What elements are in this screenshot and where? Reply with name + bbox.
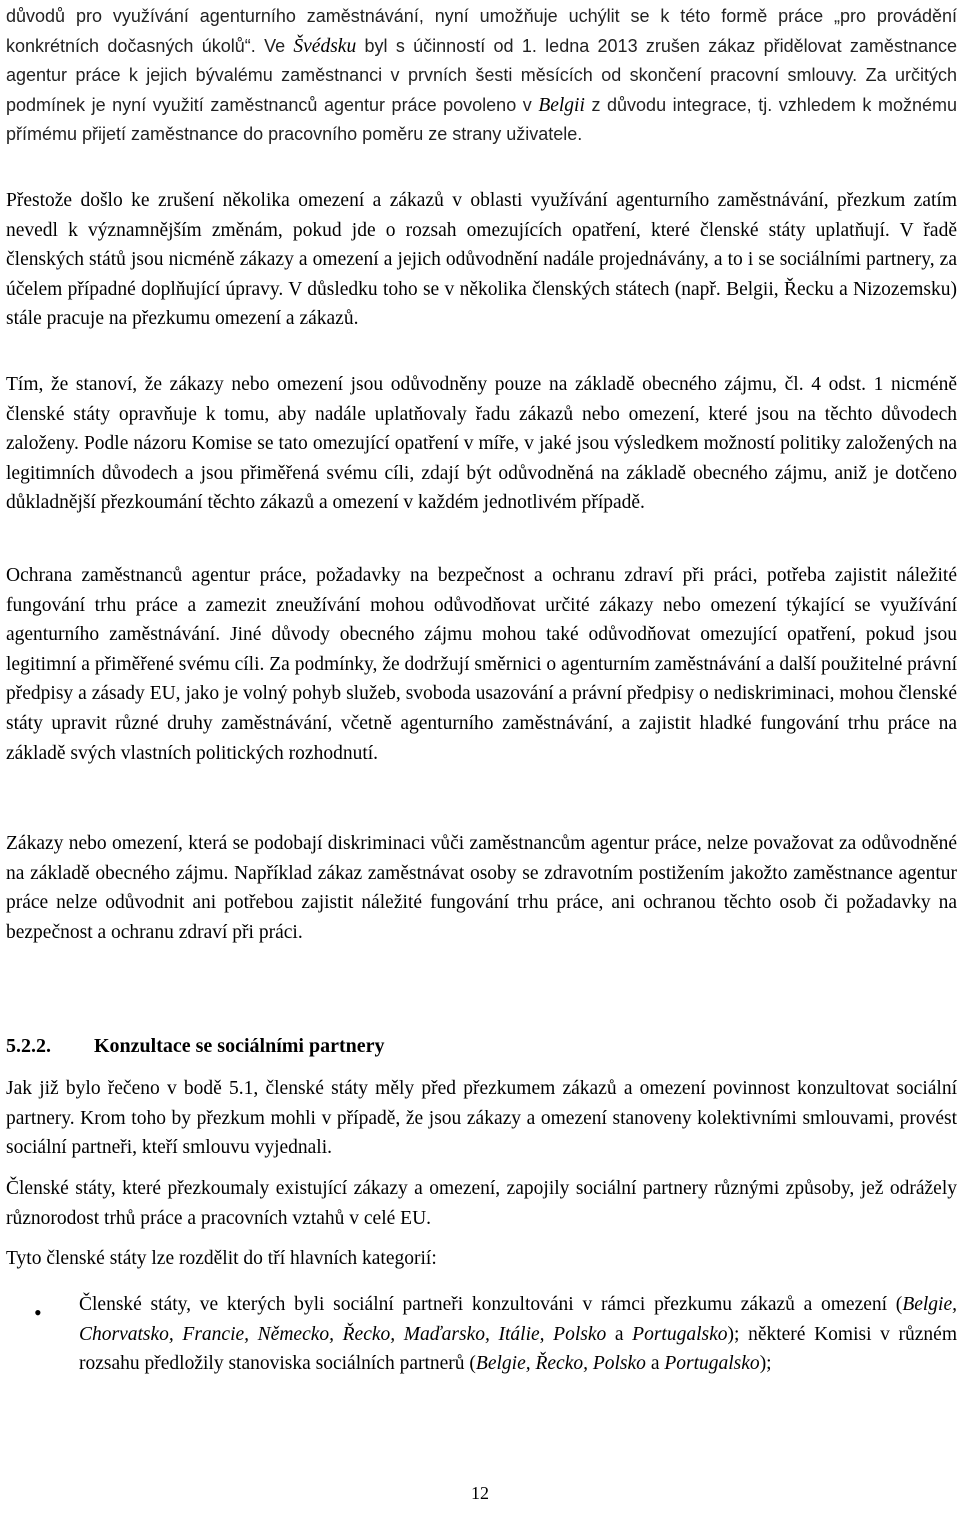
page-number: 12 bbox=[471, 1483, 489, 1503]
bullet-text-b: a bbox=[606, 1323, 633, 1345]
paragraph-4: Ochrana zaměstnanců agentur práce, požadavky na bezpečnost a ochranu zdraví při práci, potřeba zajistit náležité fungování trhu práce a zamezit zneužívání mohou odůvodňovat určité zákazy nebo omezení týkající se využívání agenturního zaměstnávání. Jiné důvody obecného zájmu mohou také odůvodňovat omezující opatření, pokud jsou legitimní a přiměřené svému cíli. Za podmínky, že dodržují směrnici o agenturním zaměstnávání a další použitelné právní předpisy a zásady EU, jako je volný pohyb služeb, svoboda usazování a právní předpisy o nediskriminaci, mohou členské státy upravit různé druhy zaměstnávání, včetně agenturního zaměstnávání, a zajistit hladké fungování trhu práce na základě svých vlastních politických rozhodnutí. bbox=[6, 565, 957, 764]
paragraph-6: Jak již bylo řečeno v bodě 5.1, členské státy měly před přezkumem zákazů a omezení povinnost konzultovat sociální partnery. Krom toho by přezkum mohli v případě, že jsou zákazy a omezení stanoveny kolektivními smlouvami, provést sociální partneři, kteří smlouvu vyjednali. bbox=[6, 1078, 957, 1159]
bullet-country-list-2: Belgie, Řecko, Polsko bbox=[475, 1353, 646, 1375]
bullet-item bbox=[79, 1290, 957, 1379]
paragraph-8: Tyto členské státy lze rozdělit do tří hlavních kategorií: bbox=[6, 1248, 437, 1269]
paragraph-1-text-a: důvodů pro využívání agenturního zaměstnávání, nyní umožňuje uchýlit se k této formě práce „pro provádění konkrétních dočasných úkolů“. Ve bbox=[6, 6, 957, 56]
paragraph-1-text-c: z důvodu integrace, tj. vzhledem k možnému přímému přijetí zaměstnance do pracovního poměru ze strany uživatele. bbox=[6, 94, 957, 145]
bullet-text-c: ); některé Komisi v různém rozsahu předložily stanoviska sociálních partnerů ( bbox=[79, 1323, 958, 1375]
paragraph-7: Členské státy, které přezkoumaly existující zákazy a omezení, zapojily sociální partnery různými způsoby, jež odrážely různorodost trhů práce a pracovních vztahů v celé EU. bbox=[6, 1178, 957, 1229]
paragraph-1-text-b: byl s účinností od 1. ledna 2013 zrušen zákaz přidělovat zaměstnance agentur práce k jejich bývalému zaměstnanci v prvních šesti měsících od skončení pracovní smlouvy. Za určitých podmínek je nyní využití zaměstnanců agentur práce povoleno v bbox=[6, 35, 957, 115]
section-title: Konzultace se sociálními partnery bbox=[94, 1035, 385, 1057]
paragraph-1 bbox=[6, 2, 957, 150]
country-belgium: Belgii bbox=[538, 94, 585, 116]
section-number: 5.2.2. bbox=[6, 1035, 51, 1057]
paragraph-5: Zákazy nebo omezení, která se podobají diskriminaci vůči zaměstnancům agentur práce, nelze považovat za odůvodněné na základě obecného zájmu. Například zákaz zaměstnávat osoby se zdravotním postižením jakožto zaměstnance agentur práce nelze odůvodnit ani potřebou zajistit náležité fungování trhu práce, ani ochranou těchto osob či požadavky na bezpečnost a ochranu zdraví při práci. bbox=[6, 833, 957, 943]
country-sweden: Švédsku bbox=[293, 35, 357, 57]
bullet-country-list-1: Belgie, Chorvatsko, Francie, Německo, Řecko, Maďarsko, Itálie, Polsko bbox=[79, 1294, 957, 1345]
paragraph-2: Přestože došlo ke zrušení několika omezení a zákazů v oblasti využívání agenturního zaměstnávání, přezkum zatím nevedl k významnějším změnám, pokud jde o rozsah omezujících opatření, které členské státy uplatňují. V řadě členských států jsou nicméně zákazy a omezení a jejich odůvodnění nadále projednávány, a to i se sociálními partnery, za účelem případné doplňující úpravy. V důsledku toho se v několika členských státech (např. Belgii, Řecku a Nizozemsku) stále pracuje na přezkumu omezení a zákazů. bbox=[6, 190, 957, 330]
bullet-text-e: ); bbox=[759, 1353, 772, 1375]
bullet-icon: • bbox=[34, 1300, 42, 1325]
bullet-text-a: Členské státy, ve kterých byli sociální partneři konzultováni v rámci přezkumu zákazů a omezení ( bbox=[79, 1294, 903, 1315]
paragraph-3: Tím, že stanoví, že zákazy nebo omezení jsou odůvodněny pouze na základě obecného zájmu, čl. 4 odst. 1 nicméně členské státy opravňuje k tomu, aby nadále uplatňovaly řadu zákazů nebo omezení, které jsou na těchto důvodech založeny. Podle názoru Komise se tato omezující opatření v míře, v jaké jsou výsledkem možností politiky založených na legitimních důvodech a jsou přiměřená svému cíli, zdají být odůvodněná na základě obecného zájmu, aniž je dotčeno důkladnější přezkoumání těchto zákazů a omezení v každém jednotlivém případě. bbox=[6, 374, 957, 514]
bullet-country-portugal-2: Portugalsko bbox=[664, 1353, 760, 1375]
bullet-text-d: a bbox=[645, 1353, 665, 1375]
bullet-country-portugal-1: Portugalsko bbox=[632, 1323, 728, 1345]
section-heading bbox=[6, 1031, 385, 1061]
